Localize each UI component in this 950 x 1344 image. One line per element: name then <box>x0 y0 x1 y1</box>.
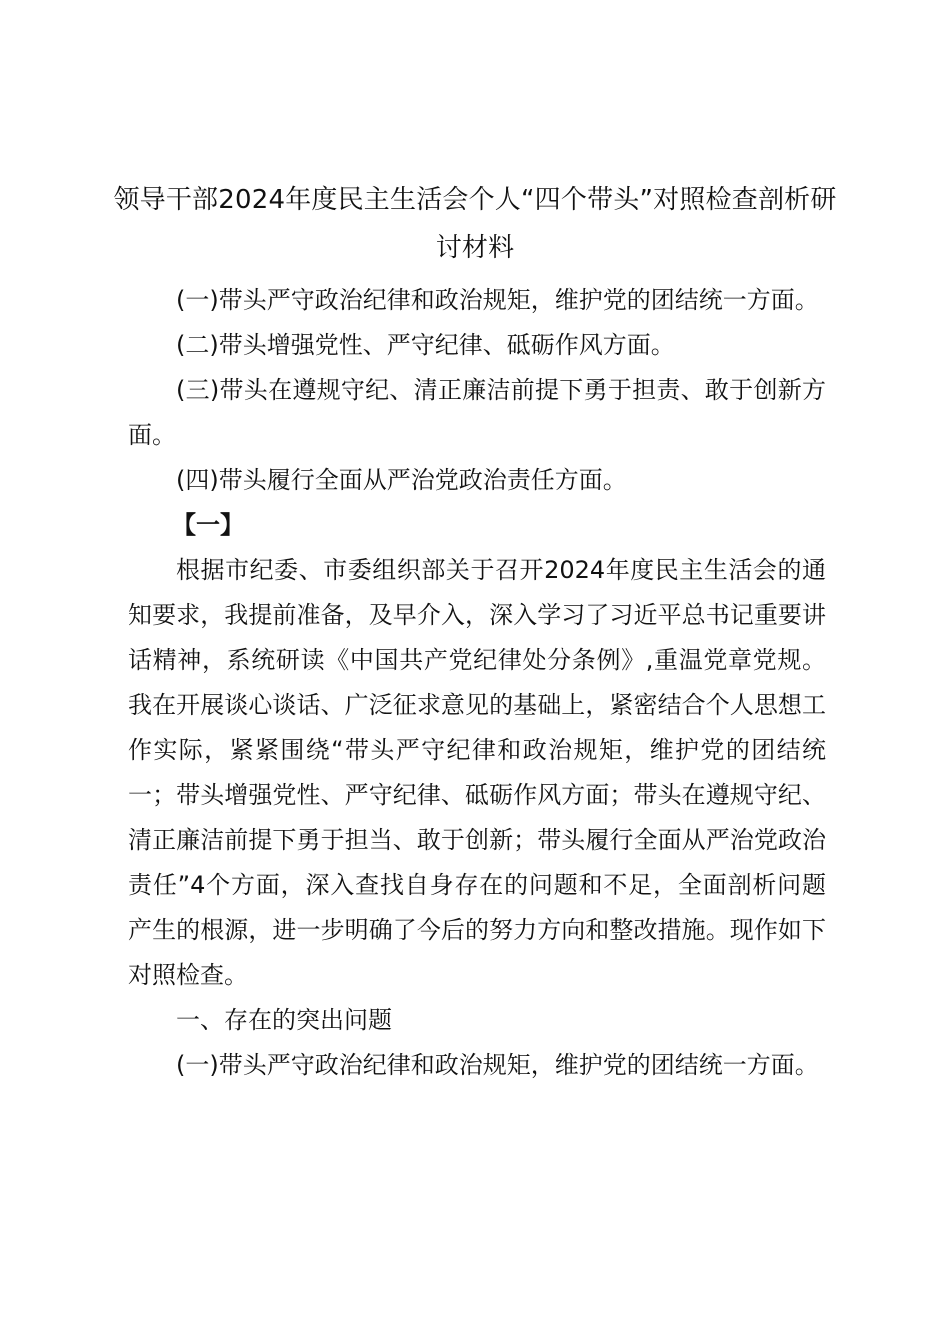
section-heading: 一、存在的突出问题 <box>176 1006 392 1034</box>
document-title: 领导干部2024年度民主生活会个人“四个带头”对照检查剖析研讨材料 <box>113 185 837 263</box>
toc-item-4: (四)带头履行全面从严治党政治责任方面。 <box>176 466 627 494</box>
toc-item-3: (三)带头在遵规守纪、清正廉洁前提下勇于担责、敢于创新方面。 <box>128 376 826 449</box>
toc-item-1: (一)带头严守政治纪律和政治规矩，维护党的团结统一方面。 <box>176 286 819 314</box>
document-body <box>128 278 826 1088</box>
subsection-heading: (一)带头严守政治纪律和政治规矩，维护党的团结统一方面。 <box>176 1051 819 1079</box>
section-marker: 【一】 <box>172 511 244 539</box>
toc-item-2: (二)带头增强党性、严守纪律、砥砺作风方面。 <box>176 331 675 359</box>
intro-paragraph: 根据市纪委、市委组织部关于召开2024年度民主生活会的通知要求，我提前准备，及早介入，深入学习了习近平总书记重要讲话精神，系统研读《中国共产党纪律处分条例》,重温党章党规。我在开展谈心谈话、广泛征求意见的基础上，紧密结合个人思想工作实际，紧紧围绕“带头严守纪律和政治规矩，维护党的团结统一；带头增强党性、严守纪律、砥砺作风方面；带头在遵规守纪、清正廉洁前提下勇于担当、敢于创新；带头履行全面从严治党政治责任”4个方面，深入查找自身存在的问题和不足，全面剖析问题产生的根源，进一步明确了今后的努力方向和整改措施。现作如下对照检查。 <box>128 556 826 989</box>
